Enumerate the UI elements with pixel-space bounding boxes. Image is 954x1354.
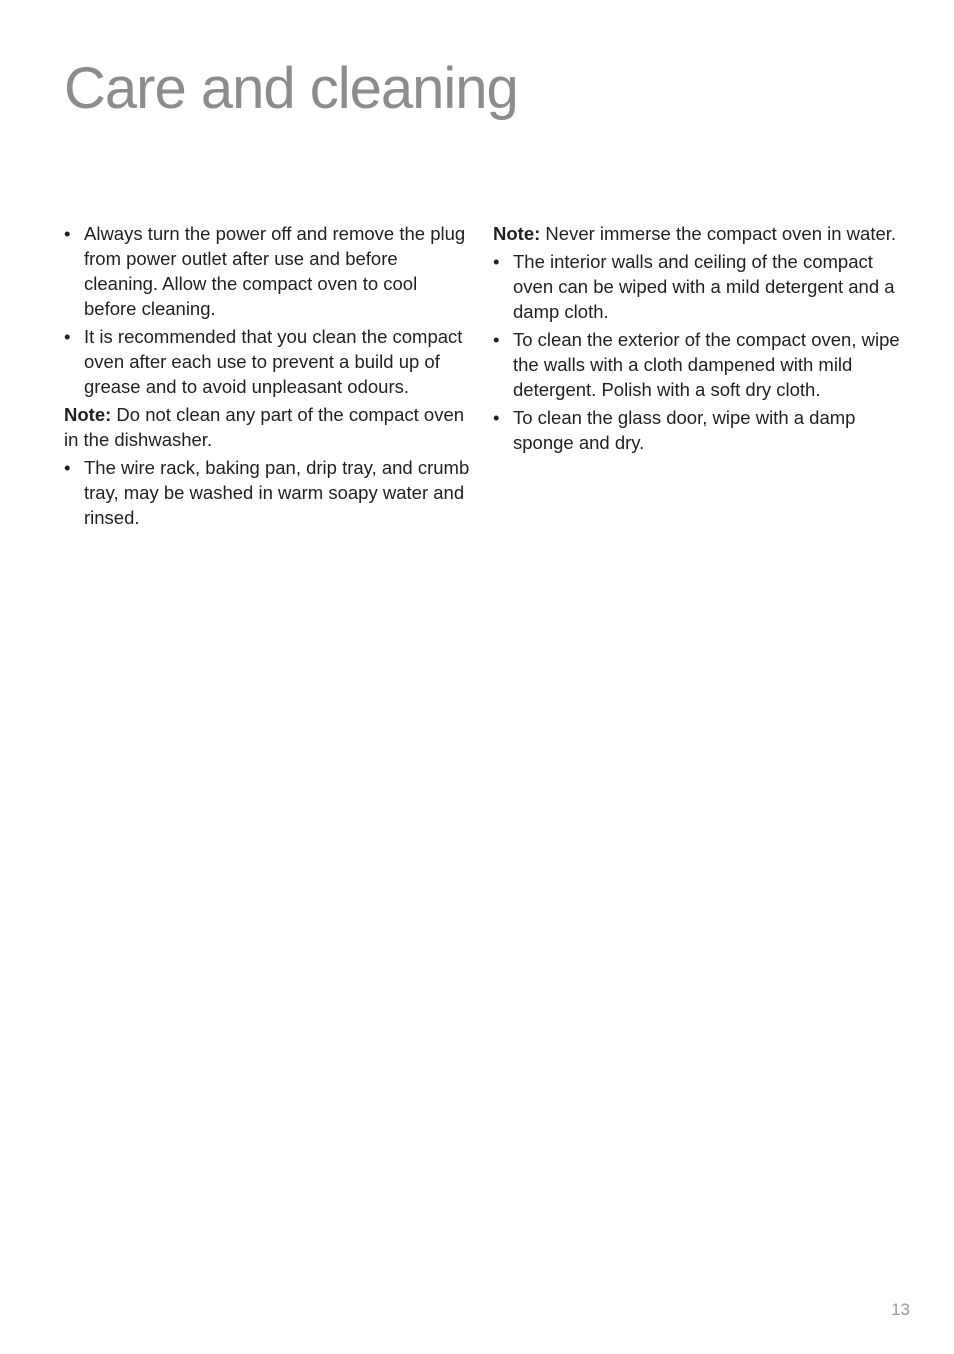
list-item	[64, 455, 474, 530]
list-item-text: Always turn the power off and remove the plug from power outlet after use and before cleaning. Allow the compact oven to cool before cleaning.	[84, 223, 466, 319]
left-column	[64, 221, 474, 533]
list-item	[64, 221, 474, 321]
list-item-text: It is recommended that you clean the compact oven after each use to prevent a build up of grease and to avoid unpleasant odours.	[84, 326, 463, 397]
bullet-icon: •	[493, 407, 500, 428]
bullet-icon: •	[493, 251, 500, 272]
bullet-icon: •	[64, 457, 71, 478]
note-text: Do not clean any part of the compact oven in the dishwasher.	[64, 404, 465, 450]
note-label: Note:	[64, 404, 112, 425]
bullet-icon: •	[64, 223, 71, 244]
list-item	[493, 327, 913, 402]
page-number: 13	[891, 1300, 910, 1319]
note-paragraph	[64, 402, 474, 452]
list-item-text: To clean the exterior of the compact oven, wipe the walls with a cloth dampened with mild detergent. Polish with a soft dry cloth.	[513, 329, 900, 400]
note-paragraph	[493, 221, 913, 246]
list-item	[493, 405, 913, 455]
bullet-icon: •	[64, 326, 71, 347]
list-item-text: The wire rack, baking pan, drip tray, and crumb tray, may be washed in warm soapy water and rinsed.	[84, 457, 470, 528]
list-item	[64, 324, 474, 399]
note-label: Note:	[493, 223, 541, 244]
list-item-text: To clean the glass door, wipe with a damp sponge and dry.	[513, 407, 856, 453]
right-column	[493, 221, 913, 458]
page-title: Care and cleaning	[64, 56, 518, 121]
note-text: Never immerse the compact oven in water.	[540, 223, 897, 244]
bullet-icon: •	[493, 329, 500, 350]
list-item	[493, 249, 913, 324]
list-item-text: The interior walls and ceiling of the compact oven can be wiped with a mild detergent and a damp cloth.	[513, 251, 895, 322]
